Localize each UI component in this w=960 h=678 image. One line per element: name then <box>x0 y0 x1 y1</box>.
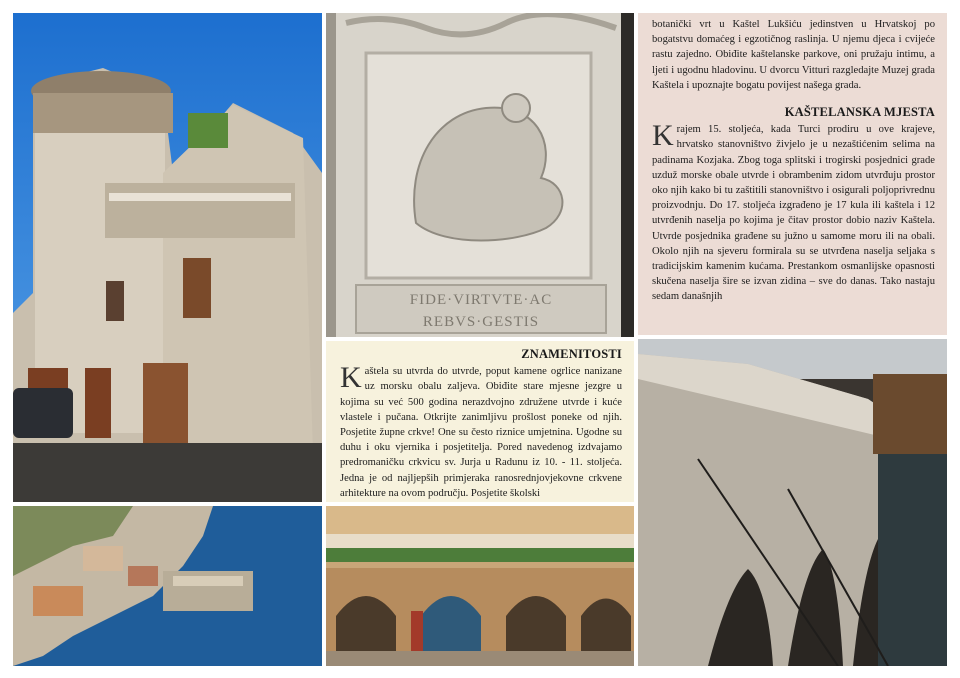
znamenitosti-text: aštela su utvrda do utvrde, poput kamene ogrlice nanizane uz morsku obalu zaljeva. Obiđite stare mjesne jezgre u kojima su već 500 godina nerazdvojno združene utvrde i kuće vlastele i pučana. Otkrijte zanimljivu prošlost poneke od njih. Posjetite župne crkve! One su često riznice umjetnina. Ugodne su duhu i oku vjernika i posjetitelja. Pored navedenog izdvajamo predromaničku crkvicu sv. Jurja u Radunu iz 10. - 11. stoljeća. Jedna je od najljepših primjeraka ranosrednjovjekovne crkvene arhitekture na ovom području. Posjetite školski <box>340 366 622 499</box>
mjesta-paragraph <box>652 119 935 304</box>
znamenitosti-dropcap: K <box>340 361 362 395</box>
intro-text-panel <box>638 13 947 335</box>
mjesta-heading: KAŠTELANSKA MJESTA <box>784 105 935 120</box>
photo-stone-tower <box>13 13 322 502</box>
mjesta-text: rajem 15. stoljeća, kada Turci prodiru u ove krajeve, hrvatsko stanovništvo živjelo je u nezaštićenim selima na padinama Kozjaka. Zbog toga splitski i trogirski posjednici grade uzduž morske obale utvrde i obrambenim zidom utvrđuju prostor oko njih kako bi tu zaštitili stanovništvo i osigurali poljoprivrednu proizvodnju. Do 17. stoljeća izgrađeno je 17 kula ili kaštela i 12 utvrđenih naselja po kojima je čitav prostor dobio naziv Kaštela. Utvrde posjednika građene su južno u samome moru ili na obali. Okolo njih na sjeveru formirala su se utvrđena naselja seljaka s tradicijskim kamenim kućama. Prestankom osmanlijske opasnosti skučena naselja šire se izvan zidina – sve do danas. Tako nastaju sedam današnjih <box>652 124 935 303</box>
photo-aerial-coast <box>13 506 322 666</box>
photo-stone-relief <box>326 13 634 337</box>
znamenitosti-text-panel <box>326 341 634 502</box>
relief-inscription-line-2: REBVS·GESTIS <box>422 314 540 330</box>
mjesta-dropcap: K <box>652 119 674 153</box>
photo-courtyard <box>326 506 634 666</box>
relief-inscription-line-1: FIDE·VIRTVTE·AC <box>409 292 553 308</box>
photo-sea-wall <box>638 339 947 666</box>
intro-paragraph: botanički vrt u Kaštel Lukšiću jedinstven u Hrvatskoj po bogatstvu domaćeg i egzotičnog raslinja. U njemu djeca i cvijeće rastu zajedno. Obiđite kaštelanske parkove, oni pružaju intimu, a ljeti i ugodnu hladovinu. U dvorcu Vitturi razgledajte Muzej grada Kaštela i upoznajte bogatu povijest našega grada. <box>652 19 935 91</box>
znamenitosti-heading: ZNAMENITOSTI <box>521 347 622 361</box>
znamenitosti-paragraph <box>340 361 622 501</box>
